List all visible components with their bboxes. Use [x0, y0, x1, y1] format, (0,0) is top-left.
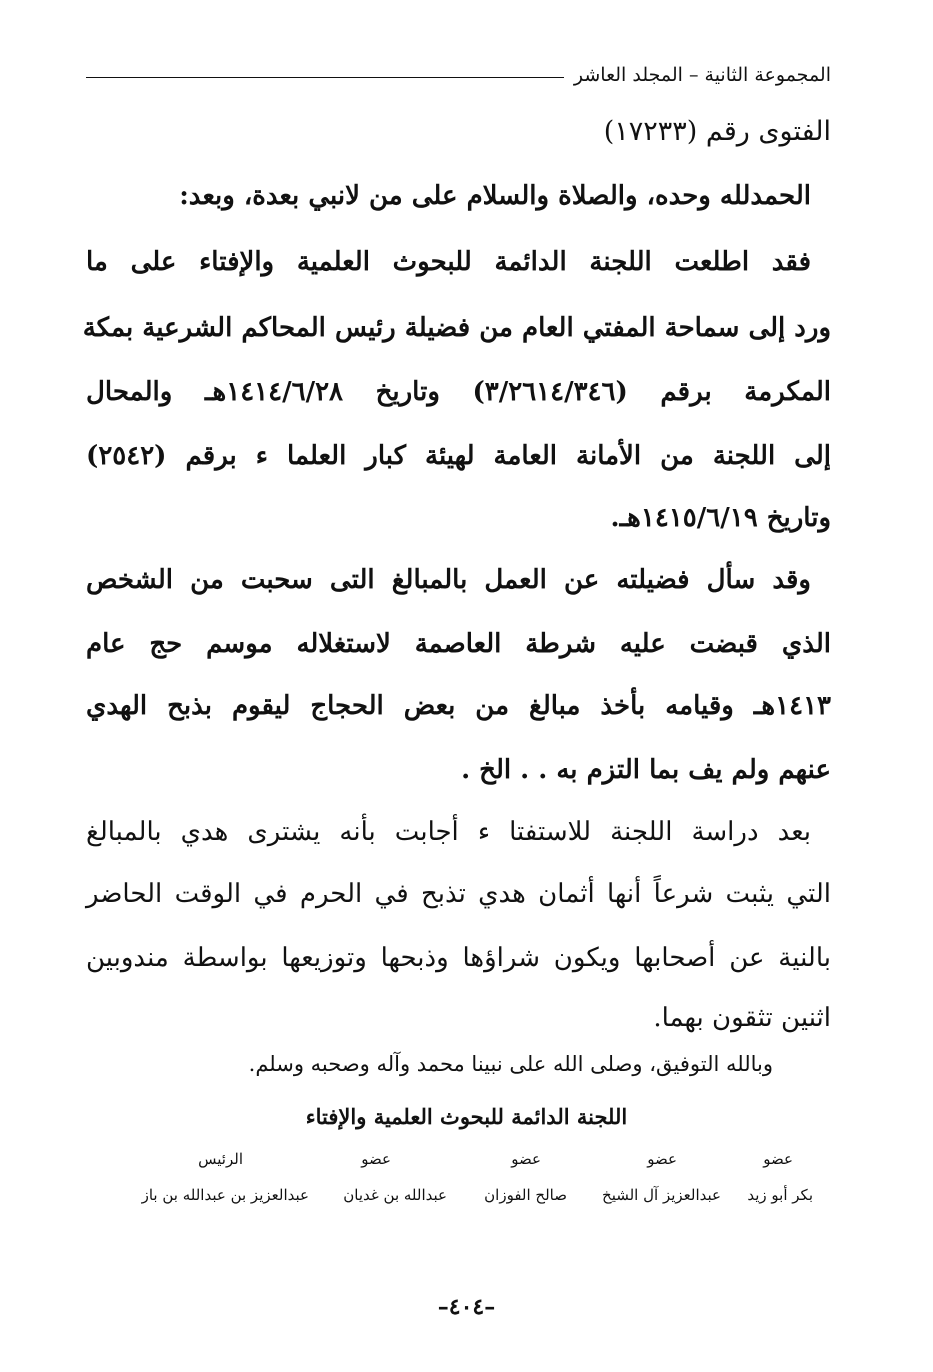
- question-line: ١٤١٣هـ وقيامه بأخذ مبالغ من بعض الحجاج ليقوم بذبح الهدي: [86, 691, 831, 721]
- signatory-role: عضو: [361, 1150, 391, 1168]
- question-line: عنهم ولم يف بما التزم به . . الخ .: [461, 755, 831, 785]
- signatory-name: عبدالعزيز بن عبدالله بن باز: [141, 1186, 309, 1204]
- signatory-name: بكر أبو زيد: [747, 1186, 813, 1204]
- question-line: وتاريخ ١٤١٥/٦/١٩هـ.: [610, 503, 831, 533]
- signatory-name: عبدالعزيز آل الشيخ: [602, 1186, 721, 1204]
- page-number: –٤٠٤–: [437, 1294, 496, 1320]
- question-line: الذي قبضت عليه شرطة العاصمة لاستغلاله موسم حج عام: [86, 629, 831, 659]
- question-line: ورد إلى سماحة المفتي العام من فضيلة رئيس المحاكم الشرعية بمكة: [82, 313, 831, 343]
- running-title: المجموعة الثانية – المجلد العاشر: [573, 64, 831, 86]
- signatory-name: عبدالله بن غديان: [343, 1186, 447, 1204]
- signatory-name: صالح الفوزان: [484, 1186, 567, 1204]
- question-line: الحمدلله وحده، والصلاة والسلام على من لانبي بعدة، وبعد:: [179, 181, 811, 211]
- closing-line: وبالله التوفيق، وصلى الله على نبينا محمد وآله وصحبه وسلم.: [248, 1052, 773, 1076]
- question-line: المكرمة برقم (٣/٢٦١٤/٣٤٦) وتاريخ ١٤١٤/٦/٢٨هـ والمحال: [86, 377, 832, 407]
- question-line: وقد سأل فضيلته عن العمل بالمبالغ التى سحبت من الشخص: [86, 565, 811, 595]
- answer-line: بالنية عن أصحابها ويكون شراؤها وذبحها وتوزيعها بواسطة مندوبين: [86, 943, 831, 973]
- committee-name: اللجنة الدائمة للبحوث العلمية والإفتاء: [305, 1104, 628, 1129]
- answer-line: التي يثبت شرعاً أنها أثمان هدي تذبح في الحرم في الوقت الحاضر: [86, 879, 831, 909]
- question-line: فقد اطلعت اللجنة الدائمة للبحوث العلمية والإفتاء على ما: [86, 247, 811, 277]
- running-header: [86, 58, 831, 92]
- header-rule: [86, 77, 564, 78]
- question-line: إلى اللجنة من الأمانة العامة لهيئة كبار العلما ء برقم (٢٥٤٢): [86, 441, 831, 471]
- fatwa-number: الفتوى رقم (١٧٢٣٣): [603, 116, 831, 147]
- answer-line: بعد دراسة اللجنة للاستفتا ء أجابت بأنه يشترى هدي بالمبالغ: [86, 817, 811, 847]
- signatory-role: الرئيس: [198, 1150, 243, 1168]
- signatory-role: عضو: [511, 1150, 541, 1168]
- signatory-role: عضو: [763, 1150, 793, 1168]
- signatory-role: عضو: [647, 1150, 677, 1168]
- answer-line: اثنين تثقون بهما.: [653, 1003, 831, 1033]
